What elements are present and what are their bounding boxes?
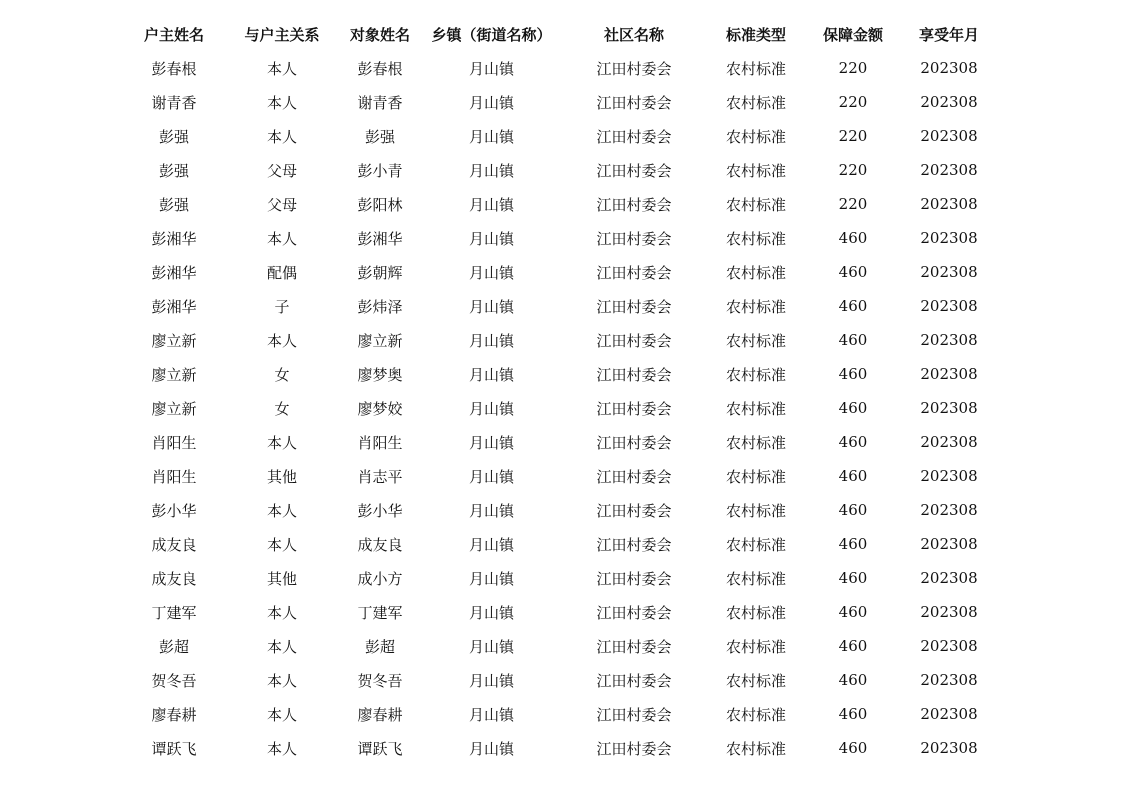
cell-household-head-name: 彭春根 — [151, 59, 197, 78]
cell-recipient-name: 丁建军 — [357, 603, 403, 622]
cell-household-head-name: 廖立新 — [151, 331, 197, 350]
cell-township: 月山镇 — [468, 501, 514, 520]
cell-community: 江田村委会 — [596, 603, 672, 622]
cell-household-head-name: 彭湘华 — [151, 297, 197, 316]
cell-recipient-name: 贺冬吾 — [357, 671, 403, 690]
cell-month: 202308 — [920, 365, 978, 383]
cell-amount: 220 — [838, 59, 868, 77]
cell-standard-type: 农村标准 — [725, 467, 786, 486]
table-row — [120, 255, 995, 289]
table-row — [120, 119, 995, 153]
table-row — [120, 323, 995, 357]
cell-community: 江田村委会 — [596, 467, 672, 486]
cell-recipient-name: 肖志平 — [357, 467, 403, 486]
cell-relationship: 本人 — [266, 501, 297, 520]
cell-household-head-name: 彭小华 — [151, 501, 197, 520]
cell-relationship: 本人 — [266, 603, 297, 622]
cell-relationship: 父母 — [266, 195, 297, 214]
table-row — [120, 357, 995, 391]
table-row — [120, 493, 995, 527]
cell-township: 月山镇 — [468, 59, 514, 78]
cell-month: 202308 — [920, 671, 978, 689]
cell-amount: 460 — [838, 603, 868, 621]
cell-relationship: 本人 — [266, 705, 297, 724]
cell-amount: 460 — [838, 501, 868, 519]
cell-relationship: 女 — [274, 399, 290, 418]
cell-township: 月山镇 — [468, 535, 514, 554]
cell-household-head-name: 彭超 — [158, 637, 189, 656]
cell-standard-type: 农村标准 — [725, 501, 786, 520]
table-row — [120, 731, 995, 765]
cell-recipient-name: 肖阳生 — [357, 433, 403, 452]
cell-recipient-name: 彭春根 — [357, 59, 403, 78]
cell-month: 202308 — [920, 93, 978, 111]
cell-standard-type: 农村标准 — [725, 705, 786, 724]
cell-amount: 220 — [838, 93, 868, 111]
cell-community: 江田村委会 — [596, 365, 672, 384]
cell-amount: 460 — [838, 229, 868, 247]
cell-township: 月山镇 — [468, 161, 514, 180]
cell-relationship: 子 — [274, 297, 290, 316]
table-row — [120, 221, 995, 255]
cell-township: 月山镇 — [468, 263, 514, 282]
cell-relationship: 本人 — [266, 93, 297, 112]
cell-month: 202308 — [920, 467, 978, 485]
cell-community: 江田村委会 — [596, 739, 672, 758]
cell-household-head-name: 谢青香 — [151, 93, 197, 112]
table-row — [120, 425, 995, 459]
cell-township: 月山镇 — [468, 365, 514, 384]
cell-community: 江田村委会 — [596, 433, 672, 452]
cell-relationship: 本人 — [266, 331, 297, 350]
cell-recipient-name: 廖梦奥 — [357, 365, 403, 384]
cell-recipient-name: 谭跃飞 — [357, 739, 403, 758]
cell-township: 月山镇 — [468, 739, 514, 758]
cell-standard-type: 农村标准 — [725, 161, 786, 180]
cell-recipient-name: 廖春耕 — [357, 705, 403, 724]
cell-amount: 460 — [838, 535, 868, 553]
cell-township: 月山镇 — [468, 127, 514, 146]
cell-relationship: 本人 — [266, 59, 297, 78]
cell-month: 202308 — [920, 229, 978, 247]
cell-relationship: 本人 — [266, 127, 297, 146]
header-standard-type: 标准类型 — [725, 25, 786, 44]
cell-household-head-name: 廖立新 — [151, 365, 197, 384]
cell-month: 202308 — [920, 603, 978, 621]
cell-amount: 460 — [838, 467, 868, 485]
cell-community: 江田村委会 — [596, 331, 672, 350]
cell-relationship: 其他 — [266, 569, 297, 588]
cell-township: 月山镇 — [468, 331, 514, 350]
header-township: 乡镇（街道名称） — [431, 25, 552, 44]
cell-amount: 460 — [838, 263, 868, 281]
cell-household-head-name: 肖阳生 — [151, 433, 197, 452]
cell-recipient-name: 彭小青 — [357, 161, 403, 180]
cell-household-head-name: 肖阳生 — [151, 467, 197, 486]
cell-amount: 460 — [838, 297, 868, 315]
cell-community: 江田村委会 — [596, 127, 672, 146]
cell-recipient-name: 彭阳林 — [357, 195, 403, 214]
cell-township: 月山镇 — [468, 297, 514, 316]
header-relationship: 与户主关系 — [244, 25, 320, 44]
cell-standard-type: 农村标准 — [725, 229, 786, 248]
cell-household-head-name: 贺冬吾 — [151, 671, 197, 690]
header-amount: 保障金额 — [822, 25, 883, 44]
cell-recipient-name: 彭炜泽 — [357, 297, 403, 316]
cell-standard-type: 农村标准 — [725, 433, 786, 452]
table-header — [120, 17, 995, 51]
cell-month: 202308 — [920, 127, 978, 145]
cell-relationship: 配偶 — [266, 263, 297, 282]
cell-month: 202308 — [920, 161, 978, 179]
cell-month: 202308 — [920, 637, 978, 655]
table-row — [120, 51, 995, 85]
table-row — [120, 697, 995, 731]
cell-household-head-name: 廖立新 — [151, 399, 197, 418]
cell-relationship: 父母 — [266, 161, 297, 180]
cell-township: 月山镇 — [468, 433, 514, 452]
cell-standard-type: 农村标准 — [725, 399, 786, 418]
table-row — [120, 561, 995, 595]
cell-recipient-name: 谢青香 — [357, 93, 403, 112]
cell-recipient-name: 彭强 — [364, 127, 395, 146]
cell-amount: 460 — [838, 399, 868, 417]
cell-township: 月山镇 — [468, 569, 514, 588]
cell-recipient-name: 彭小华 — [357, 501, 403, 520]
cell-household-head-name: 彭强 — [158, 195, 189, 214]
cell-month: 202308 — [920, 331, 978, 349]
cell-township: 月山镇 — [468, 229, 514, 248]
cell-month: 202308 — [920, 59, 978, 77]
cell-recipient-name: 廖立新 — [357, 331, 403, 350]
cell-recipient-name: 廖梦姣 — [357, 399, 403, 418]
cell-standard-type: 农村标准 — [725, 59, 786, 78]
cell-standard-type: 农村标准 — [725, 671, 786, 690]
cell-community: 江田村委会 — [596, 161, 672, 180]
cell-household-head-name: 彭强 — [158, 127, 189, 146]
table-row — [120, 629, 995, 663]
cell-month: 202308 — [920, 535, 978, 553]
table-row — [120, 289, 995, 323]
header-community: 社区名称 — [603, 25, 664, 44]
cell-household-head-name: 廖春耕 — [151, 705, 197, 724]
cell-township: 月山镇 — [468, 399, 514, 418]
header-month: 享受年月 — [918, 25, 979, 44]
table-row — [120, 527, 995, 561]
cell-amount: 220 — [838, 161, 868, 179]
cell-relationship: 本人 — [266, 739, 297, 758]
cell-recipient-name: 彭湘华 — [357, 229, 403, 248]
table-row — [120, 153, 995, 187]
cell-standard-type: 农村标准 — [725, 195, 786, 214]
cell-month: 202308 — [920, 569, 978, 587]
cell-standard-type: 农村标准 — [725, 535, 786, 554]
cell-recipient-name: 成友良 — [357, 535, 403, 554]
cell-community: 江田村委会 — [596, 93, 672, 112]
table-row — [120, 391, 995, 425]
cell-recipient-name: 彭朝辉 — [357, 263, 403, 282]
cell-community: 江田村委会 — [596, 59, 672, 78]
cell-community: 江田村委会 — [596, 637, 672, 656]
cell-community: 江田村委会 — [596, 671, 672, 690]
cell-amount: 460 — [838, 331, 868, 349]
cell-standard-type: 农村标准 — [725, 365, 786, 384]
cell-community: 江田村委会 — [596, 501, 672, 520]
cell-township: 月山镇 — [468, 671, 514, 690]
cell-household-head-name: 丁建军 — [151, 603, 197, 622]
cell-standard-type: 农村标准 — [725, 263, 786, 282]
cell-community: 江田村委会 — [596, 195, 672, 214]
cell-township: 月山镇 — [468, 93, 514, 112]
cell-relationship: 本人 — [266, 433, 297, 452]
cell-community: 江田村委会 — [596, 263, 672, 282]
cell-community: 江田村委会 — [596, 569, 672, 588]
cell-community: 江田村委会 — [596, 297, 672, 316]
cell-standard-type: 农村标准 — [725, 127, 786, 146]
cell-month: 202308 — [920, 705, 978, 723]
cell-relationship: 本人 — [266, 671, 297, 690]
cell-month: 202308 — [920, 399, 978, 417]
cell-township: 月山镇 — [468, 705, 514, 724]
cell-month: 202308 — [920, 739, 978, 757]
header-row — [120, 17, 995, 51]
cell-amount: 460 — [838, 637, 868, 655]
cell-amount: 460 — [838, 433, 868, 451]
cell-household-head-name: 彭湘华 — [151, 229, 197, 248]
cell-relationship: 其他 — [266, 467, 297, 486]
table-row — [120, 663, 995, 697]
header-recipient-name: 对象姓名 — [349, 25, 410, 44]
cell-recipient-name: 彭超 — [364, 637, 395, 656]
cell-standard-type: 农村标准 — [725, 569, 786, 588]
subsidy-recipient-table — [120, 17, 995, 765]
cell-standard-type: 农村标准 — [725, 603, 786, 622]
cell-amount: 460 — [838, 739, 868, 757]
cell-amount: 220 — [838, 127, 868, 145]
cell-household-head-name: 成友良 — [151, 569, 197, 588]
cell-household-head-name: 成友良 — [151, 535, 197, 554]
cell-amount: 460 — [838, 365, 868, 383]
cell-standard-type: 农村标准 — [725, 297, 786, 316]
cell-amount: 460 — [838, 569, 868, 587]
cell-relationship: 本人 — [266, 637, 297, 656]
cell-relationship: 本人 — [266, 229, 297, 248]
cell-relationship: 女 — [274, 365, 290, 384]
cell-standard-type: 农村标准 — [725, 637, 786, 656]
cell-amount: 460 — [838, 705, 868, 723]
cell-community: 江田村委会 — [596, 535, 672, 554]
table-row — [120, 459, 995, 493]
cell-month: 202308 — [920, 501, 978, 519]
table-row — [120, 595, 995, 629]
cell-recipient-name: 成小方 — [357, 569, 403, 588]
cell-township: 月山镇 — [468, 637, 514, 656]
table-body — [120, 51, 995, 765]
cell-community: 江田村委会 — [596, 399, 672, 418]
cell-community: 江田村委会 — [596, 705, 672, 724]
cell-amount: 220 — [838, 195, 868, 213]
cell-month: 202308 — [920, 433, 978, 451]
table-row — [120, 85, 995, 119]
cell-month: 202308 — [920, 195, 978, 213]
cell-household-head-name: 彭强 — [158, 161, 189, 180]
cell-standard-type: 农村标准 — [725, 739, 786, 758]
cell-township: 月山镇 — [468, 603, 514, 622]
cell-month: 202308 — [920, 297, 978, 315]
cell-community: 江田村委会 — [596, 229, 672, 248]
cell-month: 202308 — [920, 263, 978, 281]
table-row — [120, 187, 995, 221]
cell-relationship: 本人 — [266, 535, 297, 554]
cell-township: 月山镇 — [468, 467, 514, 486]
cell-household-head-name: 谭跃飞 — [151, 739, 197, 758]
header-household-head-name: 户主姓名 — [143, 25, 204, 44]
cell-township: 月山镇 — [468, 195, 514, 214]
cell-amount: 460 — [838, 671, 868, 689]
cell-standard-type: 农村标准 — [725, 93, 786, 112]
cell-household-head-name: 彭湘华 — [151, 263, 197, 282]
cell-standard-type: 农村标准 — [725, 331, 786, 350]
